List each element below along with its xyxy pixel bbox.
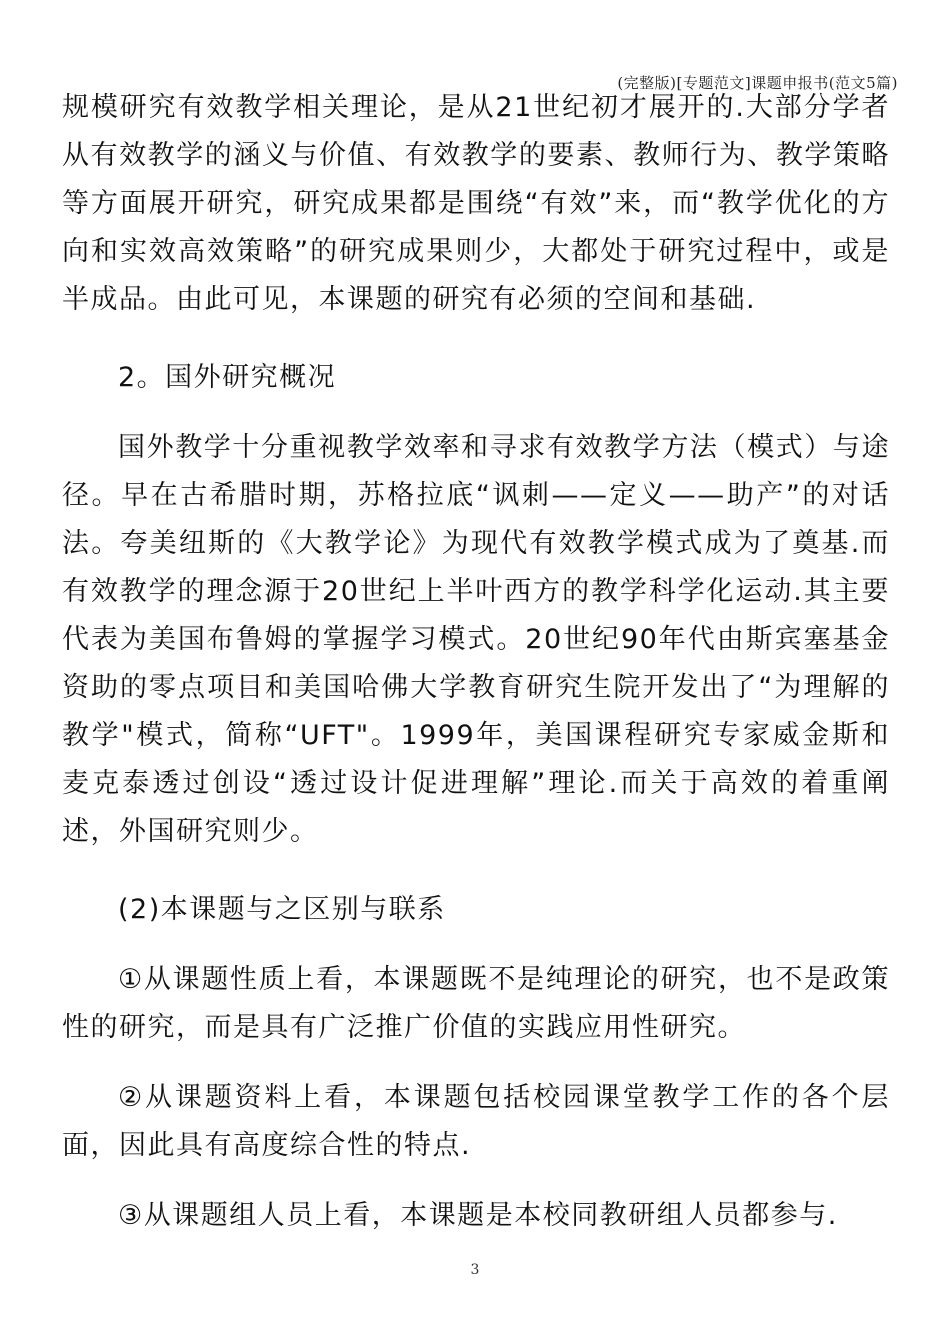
paragraph-foreign-research: 国外教学十分重视教学效率和寻求有效教学方法（模式）与途径。早在古希腊时期，苏格拉底“讽刺——定义——助产”的对话法。夸美纽斯的《大教学论》为现代有效教学模式成为了奠基.而有效教学的理念源于20世纪上半叶西方的教学科学化运动.其主要代表为美国布鲁姆的掌握学习模式。20世纪90年代由斯宾塞基金资助的零点项目和美国哈佛大学教育研究生院开发出了“为理解的教学"模式，简称“UFT"。1999年，美国课程研究专家威金斯和麦克泰透过创设“透过设计促进理解”理论.而关于高效的着重阐述，外国研究则少。	[62, 432, 890, 847]
paragraph-domestic-research-summary: 规模研究有效教学相关理论，是从21世纪初才展开的.大部分学者从有效教学的涵义与价值、有效教学的要素、教师行为、教学策略等方面展开研究，研究成果都是围绕“有效”来，而“教学优化的方向和实效高效策略”的研究成果则少，大都处于研究过程中，或是半成品。由此可见，本课题的研究有必须的空间和基础.	[62, 92, 890, 315]
section-heading-foreign-research: 2。国外研究概况	[118, 362, 337, 393]
page-number: 3	[470, 1262, 480, 1278]
list-item-nature: ①从课题性质上看，本课题既不是纯理论的研究，也不是政策性的研究，而是具有广泛推广价值的实践应用性研究。	[62, 964, 890, 1043]
list-item-content: ②从课题资料上看，本课题包括校园课堂教学工作的各个层面，因此具有高度综合性的特点.	[62, 1082, 890, 1161]
document-body	[62, 84, 890, 1240]
document-header: (完整版)[专题范文]课题申报书(范文5篇)	[617, 74, 898, 92]
section-heading-differences: (2)本课题与之区别与联系	[118, 894, 446, 925]
list-item-members: ③从课题组人员上看，本课题是本校同教研组人员都参与.	[118, 1200, 838, 1231]
